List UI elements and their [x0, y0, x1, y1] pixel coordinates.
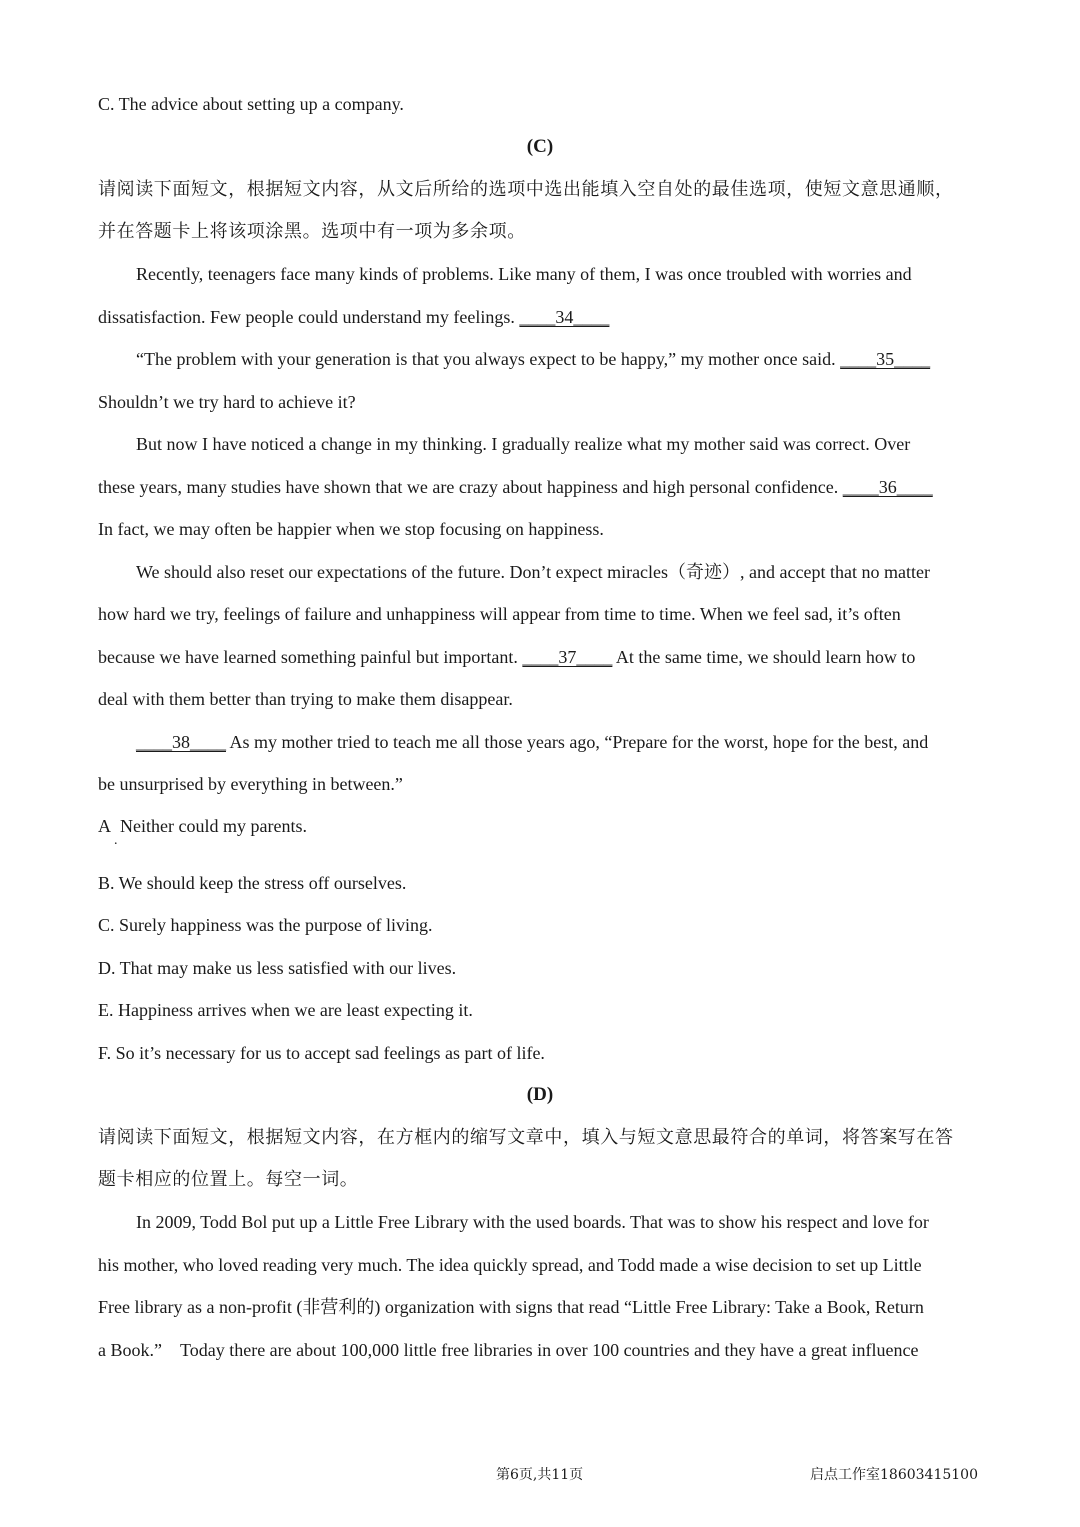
page-number: 第6页,共11页 — [496, 1467, 584, 1483]
passage-text: these years, many studies have shown that we are crazy about happiness and high personal confidence. — [98, 477, 843, 497]
passage-c-p4-line-1: We should also reset our expectations of the future. Don’t expect miracles（奇迹）, and accept that no matter — [136, 562, 930, 582]
studio-contact: 启点工作室18603415100 — [810, 1467, 978, 1483]
passage-text: because we have learned something painful but important. — [98, 647, 523, 667]
section-d-heading: (D) — [526, 1084, 554, 1105]
passage-c-p4-line-4: deal with them better than trying to make them disappear. — [98, 689, 513, 709]
option-e: E. Happiness arrives when we are least expecting it. — [98, 1000, 473, 1020]
passage-c-p1-line-1: Recently, teenagers face many kinds of problems. Like many of them, I was once troubled with worries and — [136, 264, 912, 284]
blank-37: ____37____ — [522, 647, 613, 667]
option-d: D. That may make us less satisfied with our lives. — [98, 958, 457, 978]
passage-c-p4-line-2: how hard we try, feelings of failure and unhappiness will appear from time to time. When we feel sad, it’s often — [98, 604, 901, 624]
blank-38: ____38____ — [136, 732, 226, 752]
option-c: C. Surely happiness was the purpose of living. — [98, 915, 433, 935]
option-a-letter: A — [98, 816, 111, 836]
passage-c-p5-line-2: be unsurprised by everything in between.” — [98, 774, 403, 794]
passage-c-p2-line-1 — [136, 347, 982, 371]
option-a — [98, 814, 982, 838]
passage-c-p3-line-3: In fact, we may often be happier when we stop focusing on happiness. — [98, 519, 604, 539]
blank-34: ____34____ — [519, 307, 610, 327]
passage-c-p5-line-1 — [136, 730, 982, 754]
passage-text: As my mother tried to teach me all those years ago, “Prepare for the worst, hope for the best, and — [226, 732, 929, 752]
option-b: B. We should keep the stress off ourselves. — [98, 873, 407, 893]
blank-36: ____36____ — [842, 477, 933, 497]
option-a-text: Neither could my parents. — [120, 816, 307, 836]
passage-text: “The problem with your generation is that you always expect to be happy,” my mother once said. — [136, 349, 841, 369]
blank-35: ____35____ — [840, 349, 931, 369]
option-f: F. So it’s necessary for us to accept sad feelings as part of life. — [98, 1043, 545, 1063]
section-c-instruction-line-2: 并在答题卡上将该项涂黑。选项中有一项为多余项。 — [98, 221, 526, 241]
passage-c-p2-line-2: Shouldn’t we try hard to achieve it? — [98, 392, 356, 412]
prev-option-c: C. The advice about setting up a company. — [98, 94, 404, 114]
passage-d-line-2: his mother, who loved reading very much. The idea quickly spread, and Todd made a wise decision to set up Little — [98, 1255, 922, 1275]
passage-d-line-4: a Book.” Today there are about 100,000 little free libraries in over 100 countries and they have a great influence — [98, 1340, 919, 1360]
passage-c-p3-line-1: But now I have noticed a change in my thinking. I gradually realize what my mother said was correct. Over — [136, 434, 911, 454]
passage-c-p4-line-3 — [98, 645, 982, 669]
option-a-dot: . — [114, 833, 118, 848]
passage-c-p1-line-2 — [98, 305, 982, 329]
section-d-instruction-line-1: 请阅读下面短文，根据短文内容，在方框内的缩写文章中，填入与短文意思最符合的单词，将答案写在答 — [98, 1127, 954, 1147]
passage-text: At the same time, we should learn how to — [612, 647, 916, 667]
passage-text: dissatisfaction. Few people could understand my feelings. — [98, 307, 520, 327]
passage-d-line-3: Free library as a non-profit (非营利的) organization with signs that read “Little Free Library: Take a Book, Return — [98, 1297, 924, 1317]
section-d-instruction-line-2: 题卡相应的位置上。每空一词。 — [98, 1169, 359, 1189]
passage-d-line-1: In 2009, Todd Bol put up a Little Free Library with the used boards. That was to show his respect and love for — [136, 1212, 929, 1232]
passage-c-p3-line-2 — [98, 475, 982, 499]
section-c-heading: (C) — [526, 136, 554, 157]
section-c-instruction-line-1: 请阅读下面短文，根据短文内容，从文后所给的选项中选出能填入空自处的最佳选项，使短文意思通顺， — [98, 179, 954, 199]
